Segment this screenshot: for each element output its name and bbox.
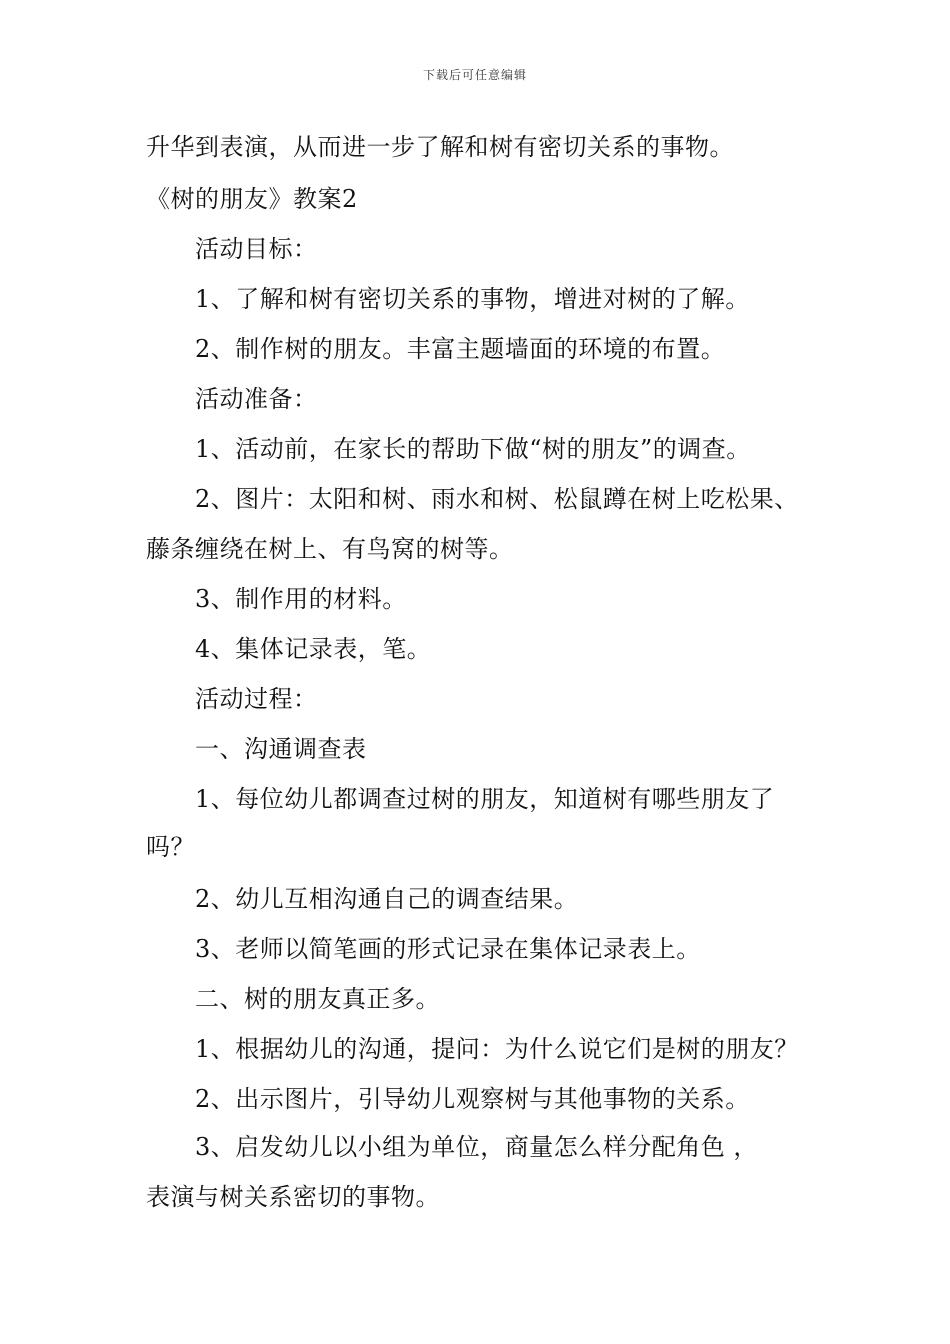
text-line: 2、制作树的朋友。丰富主题墙面的环境的布置。 (195, 335, 726, 363)
section-heading: 活动准备： (195, 385, 318, 413)
text-line: 1、根据幼儿的沟通，提问：为什么说它们是树的朋友？ (195, 1035, 799, 1063)
document-title: 《树的朋友》教案2 (146, 185, 358, 213)
text-line: 1、每位幼儿都调查过树的朋友，知道树有哪些朋友了 (195, 785, 775, 813)
text-line: 藤条缠绕在树上、有鸟窝的树等。 (146, 535, 514, 563)
text-line: 3、制作用的材料。 (195, 585, 407, 613)
section-heading: 活动过程： (195, 685, 318, 713)
text-line: 1、活动前，在家长的帮助下做“树的朋友”的调查。 (195, 435, 751, 463)
text-line: 2、幼儿互相沟通自己的调查结果。 (195, 885, 579, 913)
text-line: 3、老师以简笔画的形式记录在集体记录表上。 (195, 935, 701, 963)
page-header-note: 下载后可任意编辑 (422, 68, 527, 82)
text-line: 3、启发幼儿以小组为单位，商量怎么样分配角色 ， (195, 1133, 758, 1161)
text-line: 2、图片：太阳和树、雨水和树、松鼠蹲在树上吃松果、 (195, 485, 799, 513)
subsection-heading: 一、沟通调查表 (195, 735, 367, 763)
subsection-heading: 二、树的朋友真正多。 (195, 985, 440, 1013)
text-line: 2、出示图片，引导幼儿观察树与其他事物的关系。 (195, 1085, 750, 1113)
text-line: 升华到表演，从而进一步了解和树有密切关系的事物。 (146, 133, 734, 161)
text-line: 1、了解和树有密切关系的事物，增进对树的了解。 (195, 285, 750, 313)
text-line: 吗？ (146, 833, 195, 861)
text-line: 表演与树关系密切的事物。 (146, 1183, 440, 1211)
section-heading: 活动目标： (195, 235, 318, 263)
text-line: 4、集体记录表，笔。 (195, 635, 432, 663)
